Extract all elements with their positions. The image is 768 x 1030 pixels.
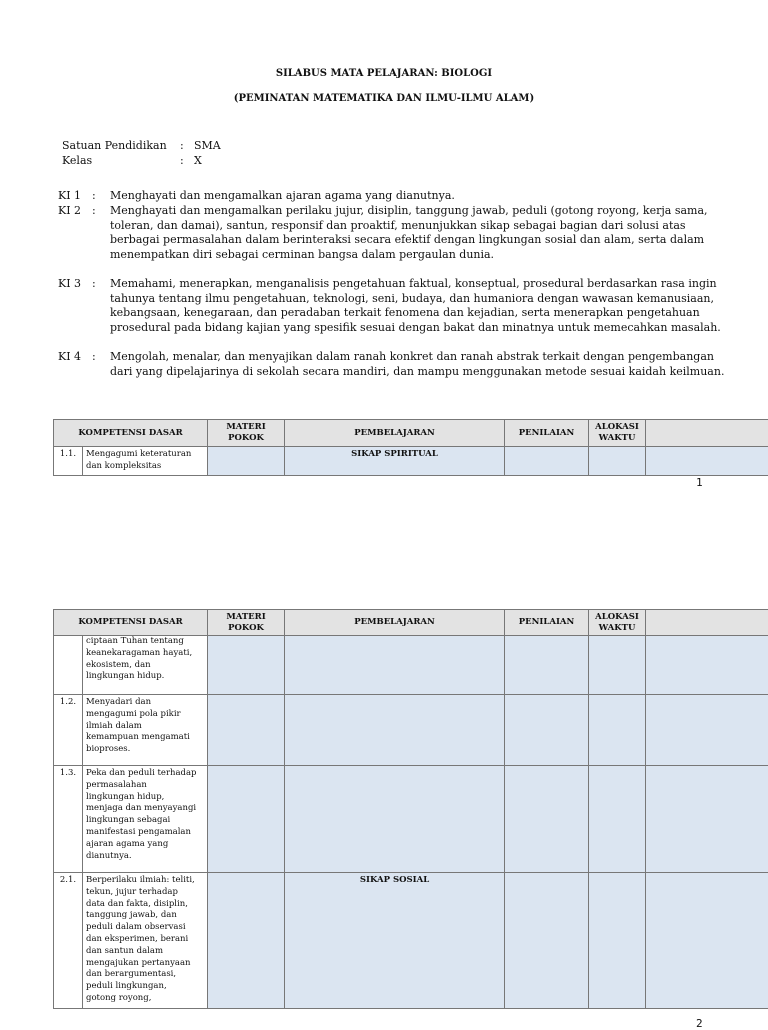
header-alokasi-line: ALOKASI xyxy=(592,422,642,433)
kd-line: ilmiah dalam xyxy=(86,721,204,733)
pembelajaran-cell xyxy=(285,695,505,766)
kd-number: 1.3. xyxy=(54,766,83,873)
kd-text xyxy=(83,695,208,766)
extra-cell xyxy=(646,873,768,1009)
page-number: 2 xyxy=(696,1017,703,1030)
pembelajaran-section-label: SIKAP SPIRITUAL xyxy=(285,447,505,476)
penilaian-cell xyxy=(505,636,589,695)
ki-3-line: kebangsaan, kenegaraan, dan peradaban terkait fenomena dan kejadian, serta menerapkan pengetahuan xyxy=(110,306,700,321)
kd-line: gotong royong, xyxy=(86,993,204,1005)
ki-2-line: toleran, dan damai), santun, responsif dan proaktif, menunjukkan sikap sebagai bagian dari solusi atas xyxy=(110,219,686,234)
kd-number: 1.1. xyxy=(54,447,83,476)
alokasi-cell xyxy=(589,766,646,873)
kd-line: dianutnya. xyxy=(86,851,204,863)
header-pembelajaran: PEMBELAJARAN xyxy=(285,420,505,447)
header-alokasi-waktu xyxy=(589,610,646,636)
ki-2-line: Menghayati dan mengamalkan perilaku jujur, disiplin, tanggung jawab, peduli (gotong royong, kerja sama, xyxy=(110,204,708,219)
header-alokasi-waktu xyxy=(589,420,646,447)
ki-3-line: prosedural pada bidang kajian yang spesifik sesuai dengan bakat dan minatnya untuk memecahkan masalah. xyxy=(110,321,721,336)
pembelajaran-cell xyxy=(285,636,505,695)
kd-line: dan eksperimen, berani xyxy=(86,934,204,946)
alokasi-cell xyxy=(589,695,646,766)
ki-label: KI 3 xyxy=(58,277,81,292)
kd-line: manifestasi pengamalan xyxy=(86,827,204,839)
meta-sep: : xyxy=(180,153,184,168)
kd-line: tekun, jujur terhadap xyxy=(86,887,204,899)
header-kompetensi-dasar: KOMPETENSI DASAR xyxy=(54,610,208,636)
kd-number: 1.2. xyxy=(54,695,83,766)
header-kompetensi-dasar: KOMPETENSI DASAR xyxy=(54,420,208,447)
ki-label: KI 4 xyxy=(58,350,81,365)
table-row xyxy=(54,766,768,873)
materi-cell xyxy=(208,695,285,766)
kd-line: kemampuan mengamati xyxy=(86,732,204,744)
ki-sep: : xyxy=(92,204,96,219)
syllabus-table-page-2 xyxy=(53,609,768,1009)
extra-cell xyxy=(646,447,768,476)
ki-1-line: Menghayati dan mengamalkan ajaran agama yang dianutnya. xyxy=(110,189,455,204)
kd-line: mengajukan pertanyaan xyxy=(86,958,204,970)
kd-line: menjaga dan menyayangi xyxy=(86,803,204,815)
header-alokasi-line: ALOKASI xyxy=(592,612,642,623)
ki-2-line: menempatkan diri sebagai cerminan bangsa dalam pergaulan dunia. xyxy=(110,248,494,263)
header-materi-pokok xyxy=(208,610,285,636)
kd-line: Peka dan peduli terhadap xyxy=(86,768,204,780)
kd-number xyxy=(54,636,83,695)
kd-line: data dan fakta, disiplin, xyxy=(86,899,204,911)
alokasi-cell xyxy=(589,873,646,1009)
kd-text xyxy=(83,447,208,476)
kd-line: ajaran agama yang xyxy=(86,839,204,851)
kd-number: 2.1. xyxy=(54,873,83,1009)
meta-sep: : xyxy=(180,138,184,153)
kd-line: tanggung jawab, dan xyxy=(86,910,204,922)
table-row xyxy=(54,447,768,476)
kd-text xyxy=(83,873,208,1009)
kd-line: peduli dalam observasi xyxy=(86,922,204,934)
kd-line: dan berargumentasi, xyxy=(86,969,204,981)
materi-cell xyxy=(208,447,285,476)
kd-line: dan santun dalam xyxy=(86,946,204,958)
materi-cell xyxy=(208,873,285,1009)
ki-2-line: berbagai permasalahan dalam berinteraksi secara efektif dengan lingkungan sosial dan alam, serta dalam xyxy=(110,233,704,248)
kd-line: lingkungan sebagai xyxy=(86,815,204,827)
page-number: 1 xyxy=(696,476,703,489)
header-extra xyxy=(646,420,768,447)
header-materi-line: POKOK xyxy=(211,433,281,444)
ki-sep: : xyxy=(92,189,96,204)
extra-cell xyxy=(646,695,768,766)
materi-cell xyxy=(208,766,285,873)
alokasi-cell xyxy=(589,447,646,476)
header-extra xyxy=(646,610,768,636)
kd-line: Mengagumi keteraturan xyxy=(86,449,204,461)
kd-line: lingkungan hidup. xyxy=(86,671,204,683)
ki-4-line: dari yang dipelajarinya di sekolah secara mandiri, dan mampu menggunakan metode sesuai kaidah keilmuan. xyxy=(110,365,724,380)
kd-text xyxy=(83,766,208,873)
kd-text xyxy=(83,636,208,695)
meta-label-kelas: Kelas xyxy=(62,153,92,168)
ki-sep: : xyxy=(92,277,96,292)
kd-line: bioproses. xyxy=(86,744,204,756)
pembelajaran-cell xyxy=(285,766,505,873)
header-materi-line: MATERI xyxy=(211,422,281,433)
kd-line: ekosistem, dan xyxy=(86,660,204,672)
header-alokasi-line: WAKTU xyxy=(592,433,642,444)
header-materi-line: POKOK xyxy=(211,623,281,634)
ki-label: KI 2 xyxy=(58,204,81,219)
penilaian-cell xyxy=(505,447,589,476)
pembelajaran-section-label: SIKAP SOSIAL xyxy=(285,873,505,1009)
ki-3-line: Memahami, menerapkan, menganalisis pengetahuan faktual, konseptual, prosedural berdasarkan rasa ingin xyxy=(110,277,717,292)
header-alokasi-line: WAKTU xyxy=(592,623,642,634)
meta-value-satuan: SMA xyxy=(194,138,221,153)
meta-value-kelas: X xyxy=(194,153,202,168)
header-penilaian: PENILAIAN xyxy=(505,610,589,636)
penilaian-cell xyxy=(505,695,589,766)
document-subtitle: (PEMINATAN MATEMATIKA DAN ILMU-ILMU ALAM) xyxy=(0,93,768,104)
materi-cell xyxy=(208,636,285,695)
header-materi-line: MATERI xyxy=(211,612,281,623)
kd-line: peduli lingkungan, xyxy=(86,981,204,993)
kd-line: mengagumi pola pikir xyxy=(86,709,204,721)
ki-4-line: Mengolah, menalar, dan menyajikan dalam ranah konkret dan ranah abstrak terkait dengan pengembangan xyxy=(110,350,714,365)
ki-sep: : xyxy=(92,350,96,365)
header-pembelajaran: PEMBELAJARAN xyxy=(285,610,505,636)
kd-line: ciptaan Tuhan tentang xyxy=(86,636,204,648)
alokasi-cell xyxy=(589,636,646,695)
kd-line: permasalahan xyxy=(86,780,204,792)
header-penilaian: PENILAIAN xyxy=(505,420,589,447)
ki-label: KI 1 xyxy=(58,189,81,204)
extra-cell xyxy=(646,766,768,873)
kd-line: lingkungan hidup, xyxy=(86,792,204,804)
table-row xyxy=(54,695,768,766)
kd-line: keanekaragaman hayati, xyxy=(86,648,204,660)
meta-label-satuan: Satuan Pendidikan xyxy=(62,138,167,153)
table-row xyxy=(54,873,768,1009)
header-materi-pokok xyxy=(208,420,285,447)
kd-line: Menyadari dan xyxy=(86,697,204,709)
penilaian-cell xyxy=(505,873,589,1009)
document-title: SILABUS MATA PELAJARAN: BIOLOGI xyxy=(0,68,768,79)
kd-line: dan kompleksitas xyxy=(86,461,204,473)
extra-cell xyxy=(646,636,768,695)
kd-line: Berperilaku ilmiah: teliti, xyxy=(86,875,204,887)
ki-3-line: tahunya tentang ilmu pengetahuan, teknologi, seni, budaya, dan humaniora dengan wawasan kemanusiaan, xyxy=(110,292,714,307)
table-row xyxy=(54,636,768,695)
penilaian-cell xyxy=(505,766,589,873)
syllabus-table-page-1 xyxy=(53,419,768,476)
